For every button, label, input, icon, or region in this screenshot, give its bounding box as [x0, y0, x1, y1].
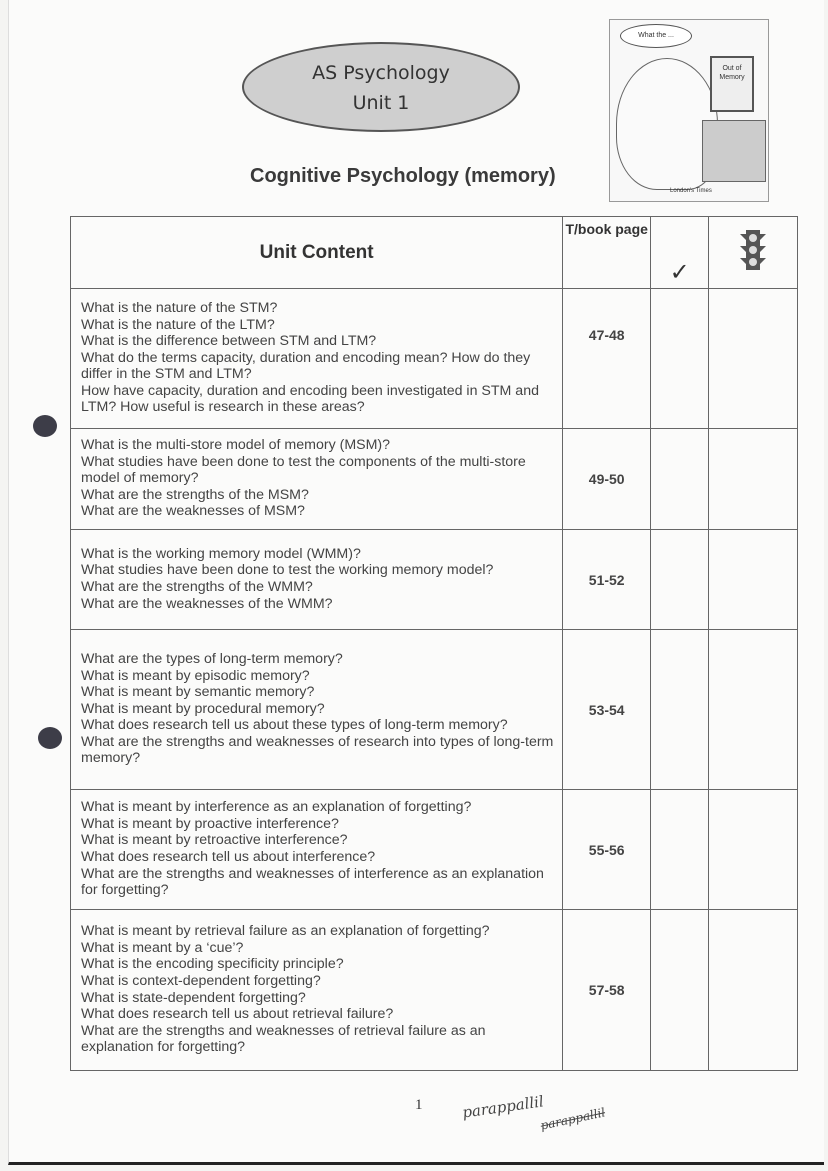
question-text: What does research tell us about retrieval failure? [81, 1006, 394, 1023]
speech-bubble: What the ... [620, 24, 692, 48]
question-text: What is meant by episodic memory? [81, 667, 310, 684]
header-unit-content: Unit Content [71, 217, 563, 289]
traffic-light-cell[interactable] [709, 530, 798, 630]
question-text: What is state-dependent forgetting? [81, 989, 306, 1006]
textbook-page: 53-54 [563, 630, 651, 790]
traffic-light-cell[interactable] [709, 910, 798, 1071]
question-text: What are the weaknesses of MSM? [81, 503, 305, 520]
unit-content-table [70, 216, 798, 1071]
header-traffic-light [709, 217, 798, 289]
table-header-row [71, 217, 798, 289]
question-text: What is the encoding specificity principle? [81, 956, 344, 973]
cartoon-credit: London's Times [670, 188, 712, 194]
traffic-light-cell[interactable] [709, 289, 798, 429]
table-row [71, 429, 798, 530]
question-text: What are the strengths and weaknesses of research into types of long-term memory? [81, 733, 554, 767]
question-text: What studies have been done to test the working memory model? [81, 562, 494, 579]
traffic-light-cell[interactable] [709, 790, 798, 910]
textbook-page: 57-58 [563, 910, 651, 1071]
title-line-1: AS Psychology [312, 62, 450, 84]
elephant-cartoon-image [609, 19, 769, 202]
page-subtitle: Cognitive Psychology (memory) [250, 165, 556, 187]
question-text: What is the nature of the LTM? [81, 316, 275, 333]
textbook-page: 49-50 [563, 429, 651, 530]
check-cell[interactable] [651, 910, 709, 1071]
row-questions [71, 790, 563, 910]
title-line-2: Unit 1 [352, 92, 410, 114]
punch-hole [33, 415, 57, 437]
row-questions [71, 910, 563, 1071]
table-row [71, 910, 798, 1071]
question-text: What are the strengths of the WMM? [81, 579, 313, 595]
question-text: What is the nature of the STM? [81, 299, 278, 316]
question-text: What is meant by interference as an explanation of forgetting? [81, 799, 472, 816]
question-text: What are the strengths of the MSM? [81, 486, 309, 503]
question-text: What does research tell us about these types of long-term memory? [81, 717, 508, 734]
check-cell[interactable] [651, 790, 709, 910]
page-number: 1 [415, 1097, 423, 1113]
monitor-text: Out of Memory [719, 65, 745, 81]
question-text: What studies have been done to test the components of the multi-store model of memory? [81, 453, 526, 487]
check-cell[interactable] [651, 630, 709, 790]
row-questions [71, 289, 563, 429]
check-cell[interactable] [651, 530, 709, 630]
monitor-drawing [710, 56, 754, 112]
check-cell[interactable] [651, 289, 709, 429]
question-text: What are the strengths and weaknesses of retrieval failure as an explanation for forgetting? [81, 1022, 486, 1056]
question-text: What are the strengths and weaknesses of interference as an explanation for forgetting? [81, 865, 544, 899]
table-row [71, 530, 798, 630]
check-cell[interactable] [651, 429, 709, 530]
question-text: What is context-dependent forgetting? [81, 972, 321, 989]
row-questions [71, 429, 563, 530]
traffic-light-cell[interactable] [709, 630, 798, 790]
question-text: What is meant by proactive interference? [81, 815, 339, 832]
header-textbook-page: T/book page [563, 217, 651, 289]
checkmark-icon: ✓ [669, 259, 690, 286]
question-text: What is meant by procedural memory? [81, 700, 325, 717]
handwritten-struck-note: parappallil [539, 1105, 607, 1133]
desk-drawing [702, 120, 766, 182]
handwritten-note: parappallil [461, 1092, 545, 1122]
header-check [651, 217, 709, 289]
question-text: What is meant by retroactive interference? [81, 832, 348, 849]
traffic-light-icon [738, 228, 768, 272]
row-questions [71, 530, 563, 630]
question-text: What does research tell us about interference? [81, 849, 376, 865]
title-oval [242, 42, 520, 132]
textbook-page: 51-52 [563, 530, 651, 630]
question-text: What are the types of long-term memory? [81, 650, 343, 667]
question-text: What are the weaknesses of the WMM? [81, 595, 333, 612]
textbook-page: 47-48 [563, 289, 651, 429]
table-row [71, 790, 798, 910]
question-text: How have capacity, duration and encoding been investigated in STM and LTM? How useful is research in these areas? [81, 382, 539, 416]
textbook-page: 55-56 [563, 790, 651, 910]
punch-hole [38, 727, 62, 749]
traffic-light-cell[interactable] [709, 429, 798, 530]
table-row [71, 630, 798, 790]
question-text: What is the multi-store model of memory (MSM)? [81, 437, 391, 454]
question-text: What is meant by semantic memory? [81, 684, 315, 701]
table-row [71, 289, 798, 429]
question-text: What is the working memory model (WMM)? [81, 545, 361, 562]
row-questions [71, 630, 563, 790]
question-text: What is the difference between STM and LTM? [81, 333, 377, 350]
question-text: What do the terms capacity, duration and encoding mean? How do they differ in the STM and LTM? [81, 349, 531, 383]
question-text: What is meant by a ‘cue’? [81, 939, 244, 956]
question-text: What is meant by retrieval failure as an explanation of forgetting? [81, 923, 490, 940]
